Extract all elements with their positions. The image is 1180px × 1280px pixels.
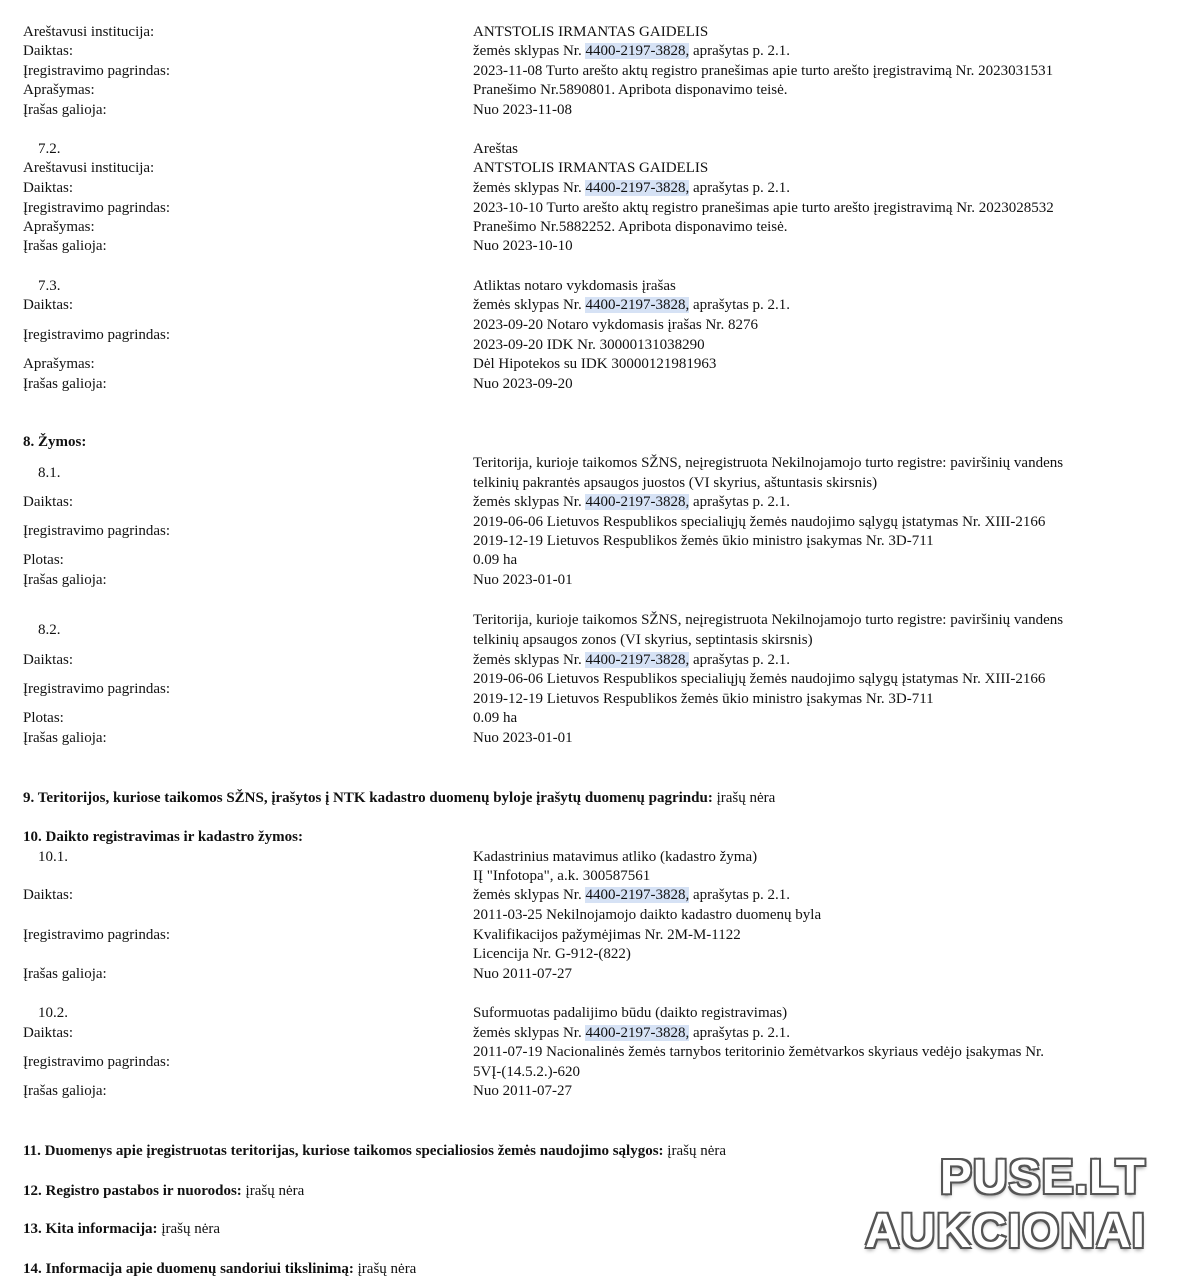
value-plotas: 0.09 ha bbox=[473, 552, 518, 568]
value-pagrindas: 2023-09-20 Notaro vykdomasis įrašas Nr. 8276 bbox=[473, 317, 758, 333]
section-heading-9: 9. Teritorijos, kuriose taikomos SŽNS, įrašytos į NTK kadastro duomenų byloje įrašytų duomenų pagrindu: bbox=[23, 790, 713, 806]
label-aprasymas: Aprašymas: bbox=[23, 356, 95, 372]
entry-title: Atliktas notaro vykdomasis įrašas bbox=[473, 278, 676, 294]
value-galioja: Nuo 2023-11-08 bbox=[473, 102, 573, 118]
label-galioja: Įrašas galioja: bbox=[23, 572, 107, 588]
entry-number: 7.2. bbox=[38, 141, 61, 157]
value-pagrindas: 2023-10-10 Turto arešto aktų registro pranešimas apie turto arešto įregistravimą Nr. 2023028532 bbox=[473, 200, 1054, 216]
section-heading-10: 10. Daikto registravimas ir kadastro žymos: bbox=[23, 829, 303, 845]
value-aprasymas: Pranešimo Nr.5882252. Apribota disponavimo teisė. bbox=[473, 219, 788, 235]
label-aprasymas: Aprašymas: bbox=[23, 219, 95, 235]
section-heading-12: 12. Registro pastabos ir nuorodos: bbox=[23, 1183, 242, 1199]
value-aprasymas: Pranešimo Nr.5890801. Apribota disponavimo teisė. bbox=[473, 82, 788, 98]
object-number-highlight[interactable]: 4400-2197-3828, bbox=[585, 887, 690, 903]
label-galioja: Įrašas galioja: bbox=[23, 238, 107, 254]
value-galioja: Nuo 2011-07-27 bbox=[473, 1083, 573, 1099]
section-heading-14: 14. Informacija apie duomenų sandoriui tikslinimą: bbox=[23, 1261, 354, 1277]
label-daiktas: Daiktas: bbox=[23, 297, 73, 313]
label-institucija: Areštavusi institucija: bbox=[23, 160, 155, 176]
section-heading-13: 13. Kita informacija: bbox=[23, 1221, 158, 1237]
value-pagrindas: Licencija Nr. G-912-(822) bbox=[473, 946, 631, 962]
label-galioja: Įrašas galioja: bbox=[23, 102, 107, 118]
entry-organization: IĮ "Infotopa", a.k. 300587561 bbox=[473, 868, 651, 884]
label-daiktas: Daiktas: bbox=[23, 494, 73, 510]
no-records: įrašų nėra bbox=[161, 1221, 221, 1237]
value-daiktas: žemės sklypas Nr. 4400-2197-3828, aprašytas p. 2.1. bbox=[473, 887, 791, 903]
label-pagrindas: Įregistravimo pagrindas: bbox=[23, 681, 171, 697]
value-galioja: Nuo 2011-07-27 bbox=[473, 966, 573, 982]
entry-title: Areštas bbox=[473, 141, 518, 157]
value-plotas: 0.09 ha bbox=[473, 710, 518, 726]
entry-title: Teritorija, kurioje taikomos SŽNS, neįregistruota Nekilnojamojo turto registre: paviršinių vandens bbox=[473, 612, 1064, 628]
value-pagrindas: 5VĮ-(14.5.2.)-620 bbox=[473, 1064, 581, 1080]
label-plotas: Plotas: bbox=[23, 552, 64, 568]
value-galioja: Nuo 2023-01-01 bbox=[473, 730, 573, 746]
watermark-line-2: AUKCIONAI bbox=[865, 1205, 1146, 1258]
label-pagrindas: Įregistravimo pagrindas: bbox=[23, 927, 171, 943]
section-13 bbox=[23, 1220, 220, 1239]
entry-title: Kadastrinius matavimus atliko (kadastro žyma) bbox=[473, 849, 758, 865]
section-9 bbox=[23, 789, 775, 808]
entry-number: 8.1. bbox=[38, 465, 61, 481]
no-records: įrašų nėra bbox=[245, 1183, 305, 1199]
label-daiktas: Daiktas: bbox=[23, 180, 73, 196]
object-number-highlight[interactable]: 4400-2197-3828, bbox=[585, 180, 690, 196]
value-daiktas: žemės sklypas Nr. 4400-2197-3828, aprašytas p. 2.1. bbox=[473, 1025, 791, 1041]
label-daiktas: Daiktas: bbox=[23, 887, 73, 903]
value-pagrindas: 2011-03-25 Nekilnojamojo daikto kadastro duomenų byla bbox=[473, 907, 822, 923]
entry-number: 10.1. bbox=[38, 849, 68, 865]
label-plotas: Plotas: bbox=[23, 710, 64, 726]
no-records: įrašų nėra bbox=[716, 790, 776, 806]
label-aprasymas: Aprašymas: bbox=[23, 82, 95, 98]
entry-title: Suformuotas padalijimo būdu (daikto registravimas) bbox=[473, 1005, 788, 1021]
section-12 bbox=[23, 1182, 304, 1201]
value-pagrindas: 2011-07-19 Nacionalinės žemės tarnybos teritorinio žemėtvarkos skyriaus vedėjo įsakymas Nr. bbox=[473, 1044, 1044, 1060]
value-daiktas: žemės sklypas Nr. 4400-2197-3828, aprašytas p. 2.1. bbox=[473, 494, 791, 510]
value-pagrindas: 2023-11-08 Turto arešto aktų registro pranešimas apie turto arešto įregistravimą Nr. 2023031531 bbox=[473, 63, 1054, 79]
value-daiktas: žemės sklypas Nr. 4400-2197-3828, aprašytas p. 2.1. bbox=[473, 297, 791, 313]
no-records: įrašų nėra bbox=[667, 1143, 727, 1159]
value-pagrindas: 2019-12-19 Lietuvos Respublikos žemės ūkio ministro įsakymas Nr. 3D-711 bbox=[473, 533, 934, 549]
entry-title: Teritorija, kurioje taikomos SŽNS, neįregistruota Nekilnojamojo turto registre: paviršinių vandens bbox=[473, 455, 1064, 471]
label-pagrindas: Įregistravimo pagrindas: bbox=[23, 63, 171, 79]
section-14 bbox=[23, 1260, 416, 1279]
entry-title: telkinių apsaugos zonos (VI skyrius, septintasis skirsnis) bbox=[473, 632, 813, 648]
value-institucija: ANTSTOLIS IRMANTAS GAIDELIS bbox=[473, 160, 709, 176]
section-11 bbox=[23, 1142, 726, 1161]
entry-title: telkinių pakrantės apsaugos juostos (VI skyrius, aštuntasis skirsnis) bbox=[473, 475, 878, 491]
label-pagrindas: Įregistravimo pagrindas: bbox=[23, 523, 171, 539]
label-pagrindas: Įregistravimo pagrindas: bbox=[23, 327, 171, 343]
object-number-highlight[interactable]: 4400-2197-3828, bbox=[585, 1025, 690, 1041]
label-pagrindas: Įregistravimo pagrindas: bbox=[23, 200, 171, 216]
section-heading-8: 8. Žymos: bbox=[23, 434, 87, 450]
value-daiktas: žemės sklypas Nr. 4400-2197-3828, aprašytas p. 2.1. bbox=[473, 43, 791, 59]
value-pagrindas: 2019-06-06 Lietuvos Respublikos specialiųjų žemės naudojimo sąlygų įstatymas Nr. XIII-2166 bbox=[473, 514, 1046, 530]
value-pagrindas: 2019-06-06 Lietuvos Respublikos specialiųjų žemės naudojimo sąlygų įstatymas Nr. XIII-2166 bbox=[473, 671, 1046, 687]
value-daiktas: žemės sklypas Nr. 4400-2197-3828, aprašytas p. 2.1. bbox=[473, 180, 791, 196]
value-institucija: ANTSTOLIS IRMANTAS GAIDELIS bbox=[473, 24, 709, 40]
entry-number: 8.2. bbox=[38, 622, 61, 638]
object-number-highlight[interactable]: 4400-2197-3828, bbox=[585, 494, 690, 510]
value-aprasymas: Dėl Hipotekos su IDK 30000121981963 bbox=[473, 356, 717, 372]
entry-number: 7.3. bbox=[38, 278, 61, 294]
value-daiktas: žemės sklypas Nr. 4400-2197-3828, aprašytas p. 2.1. bbox=[473, 652, 791, 668]
value-pagrindas: Kvalifikacijos pažymėjimas Nr. 2M-M-1122 bbox=[473, 927, 741, 943]
value-galioja: Nuo 2023-01-01 bbox=[473, 572, 573, 588]
object-number-highlight[interactable]: 4400-2197-3828, bbox=[585, 652, 690, 668]
value-pagrindas: 2023-09-20 IDK Nr. 30000131038290 bbox=[473, 337, 705, 353]
object-number-highlight[interactable]: 4400-2197-3828, bbox=[585, 43, 690, 59]
label-daiktas: Daiktas: bbox=[23, 652, 73, 668]
value-galioja: Nuo 2023-09-20 bbox=[473, 376, 573, 392]
object-number-highlight[interactable]: 4400-2197-3828, bbox=[585, 297, 690, 313]
section-heading-11: 11. Duomenys apie įregistruotas teritorijas, kuriose taikomos specialiosios žemės naudojimo sąlygos: bbox=[23, 1143, 664, 1159]
label-institucija: Areštavusi institucija: bbox=[23, 24, 155, 40]
no-records: įrašų nėra bbox=[357, 1261, 417, 1277]
label-galioja: Įrašas galioja: bbox=[23, 730, 107, 746]
label-galioja: Įrašas galioja: bbox=[23, 966, 107, 982]
value-pagrindas: 2019-12-19 Lietuvos Respublikos žemės ūkio ministro įsakymas Nr. 3D-711 bbox=[473, 691, 934, 707]
label-galioja: Įrašas galioja: bbox=[23, 376, 107, 392]
watermark-line-1: PUSE.LT bbox=[939, 1151, 1146, 1204]
label-pagrindas: Įregistravimo pagrindas: bbox=[23, 1054, 171, 1070]
label-galioja: Įrašas galioja: bbox=[23, 1083, 107, 1099]
label-daiktas: Daiktas: bbox=[23, 43, 73, 59]
value-galioja: Nuo 2023-10-10 bbox=[473, 238, 573, 254]
label-daiktas: Daiktas: bbox=[23, 1025, 73, 1041]
entry-number: 10.2. bbox=[38, 1005, 68, 1021]
